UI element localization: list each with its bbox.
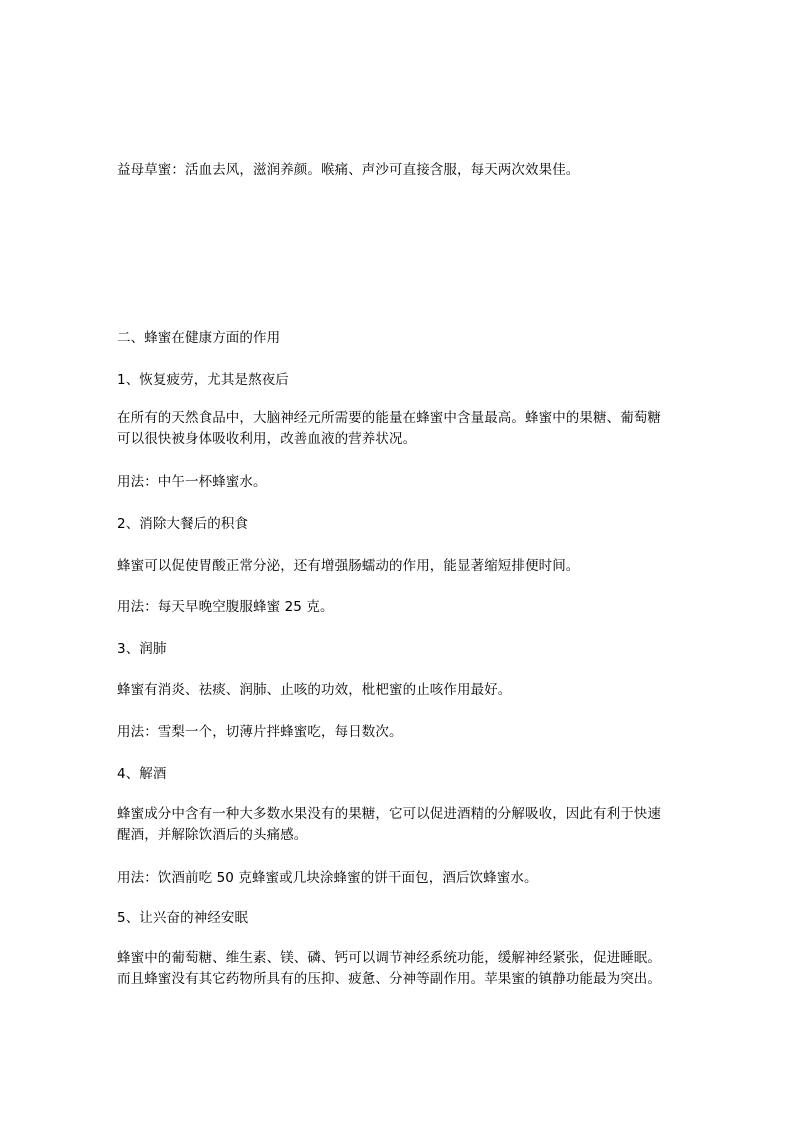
item-1-usage: 用法：中午一杯蜂蜜水。: [117, 474, 267, 490]
item-5-heading: 5、让兴奋的神经安眠: [117, 910, 249, 926]
item-1-heading: 1、恢复疲劳，尤其是熬夜后: [117, 372, 289, 388]
item-1-body-line-2: 可以很快被身体吸收利用，改善血液的营养状况。: [117, 431, 417, 447]
item-5-body-line-1: 蜂蜜中的葡萄糖、维生素、镁、磷、钙可以调节神经系统功能，缓解神经紧张，促进睡眠。: [117, 950, 661, 966]
item-3-body: [117, 680, 687, 701]
item-4-body: [117, 804, 687, 846]
item-2-usage: 用法：每天早晚空腹服蜂蜜 25 克。: [117, 599, 334, 615]
item-4-body-line-2: 醒酒，并解除饮酒后的头痛感。: [117, 827, 308, 843]
item-2-heading: 2、消除大餐后的积食: [117, 516, 249, 532]
item-2-body-line-1: 蜂蜜可以促使胃酸正常分泌，还有增强肠蠕动的作用，能显著缩短排便时间。: [117, 558, 580, 574]
item-5-body: [117, 948, 687, 990]
intro-paragraph: 益母草蜜：活血去风，滋润养颜。喉痛、声沙可直接含服，每天两次效果佳。: [117, 162, 580, 178]
item-3-usage: 用法：雪梨一个，切薄片拌蜂蜜吃，每日数次。: [117, 724, 403, 740]
item-5-body-line-2: 而且蜂蜜没有其它药物所具有的压抑、疲惫、分神等副作用。苹果蜜的镇静功能最为突出。: [117, 971, 661, 987]
item-1-body-line-1: 在所有的天然食品中，大脑神经元所需要的能量在蜂蜜中含量最高。蜂蜜中的果糖、葡萄糖: [117, 410, 661, 426]
item-2-body: [117, 556, 687, 577]
section-heading: 二、蜂蜜在健康方面的作用: [117, 330, 281, 346]
item-1-body: [117, 408, 687, 450]
item-4-body-line-1: 蜂蜜成分中含有一种大多数水果没有的果糖，它可以促进酒精的分解吸收，因此有利于快速: [117, 806, 661, 822]
item-3-body-line-1: 蜂蜜有消炎、祛痰、润肺、止咳的功效，枇杷蜜的止咳作用最好。: [117, 682, 512, 698]
item-3-heading: 3、润肺: [117, 641, 167, 657]
item-4-heading: 4、解酒: [117, 766, 167, 782]
item-4-usage: 用法：饮酒前吃 50 克蜂蜜或几块涂蜂蜜的饼干面包，酒后饮蜂蜜水。: [117, 870, 538, 886]
